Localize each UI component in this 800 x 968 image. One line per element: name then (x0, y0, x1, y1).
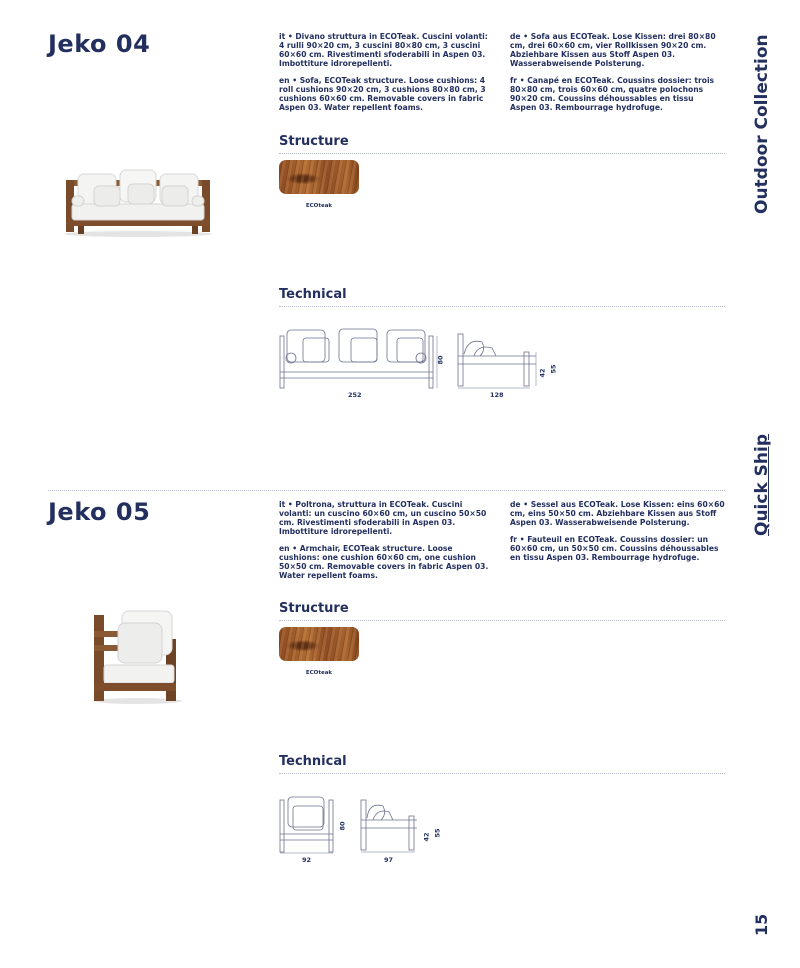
dimension-height: 80 (436, 355, 445, 365)
section-divider (48, 490, 725, 491)
structure-heading: Structure (279, 134, 349, 149)
description-column-left (279, 500, 489, 588)
ecoteak-swatch (279, 160, 359, 194)
divider (279, 153, 725, 154)
description-column-right (510, 500, 726, 570)
technical-heading: Technical (279, 754, 347, 769)
dimension-height: 80 (338, 821, 347, 831)
description-de: de • Sessel aus ECOTeak. Lose Kissen: eins 60×60 cm, eins 50×50 cm. Abziehbare Kissen aus Stoff Aspen 03. Wasserabweisende Polsterung. (510, 500, 725, 527)
dimension-back-height: 55 (433, 828, 442, 838)
description-fr: fr • Fauteuil en ECOTeak. Coussins dossier: un 60×60 cm, un 50×50 cm. Coussins déhoussables en tissu Aspen 03. Rembourrage hydrofuge. (510, 535, 719, 562)
dimension-width: 92 (302, 856, 312, 864)
dimension-depth: 128 (490, 391, 504, 399)
armchair-side-drawing (359, 796, 421, 854)
dimension-width: 252 (348, 391, 362, 399)
side-label-quick-ship: Quick Ship (752, 433, 772, 536)
sofa-side-drawing (456, 330, 540, 390)
armchair-front-drawing (279, 794, 339, 854)
sofa-front-drawing (279, 326, 439, 390)
dimension-back-height: 55 (549, 364, 558, 374)
divider (279, 306, 725, 307)
armchair-photo (88, 605, 184, 705)
technical-heading: Technical (279, 287, 347, 302)
ecoteak-swatch (279, 627, 359, 661)
description-fr: fr • Canapé en ECOTeak. Coussins dossier: trois 80×80 cm, trois 60×60 cm, quatre polochons 90×20 cm. Coussins déhoussables en tissu Aspen 03. Rembourrage hydrofuge. (510, 76, 715, 112)
description-en: en • Sofa, ECOTeak structure. Loose cushions: 4 roll cushions 90×20 cm, 3 cushions 80×80 cm, 3 cushions 60×60 cm. Removable covers in fabric Aspen 03. Water repellent foams. (279, 76, 486, 112)
swatch-label: ECOteak (305, 203, 333, 209)
description-de: de • Sofa aus ECOTeak. Lose Kissen: drei 80×80 cm, drei 60×60 cm, vier Rollkissen 90×20 cm. Abziehbare Kissen aus Stoff Aspen 03. Wasserabweisende Polsterung. (510, 32, 716, 68)
divider (279, 773, 725, 774)
sofa-photo (58, 160, 218, 238)
divider (279, 620, 725, 621)
product-title: Jeko 04 (48, 30, 151, 58)
description-it: it • Poltrona, struttura in ECOTeak. Cuscini volanti: un cuscino 60×60 cm, un cuscino 50×50 cm. Rivestimenti sfoderabili in Aspen 03. Imbottiture idrorepellenti. (279, 500, 487, 536)
structure-heading: Structure (279, 601, 349, 616)
dimension-seat-height: 42 (422, 832, 431, 842)
dimension-depth: 97 (384, 856, 394, 864)
dimension-seat-height: 42 (538, 368, 547, 378)
description-column-right (510, 32, 722, 120)
side-label-collection: Outdoor Collection (752, 34, 772, 214)
page-number: 15 (752, 913, 771, 936)
description-it: it • Divano struttura in ECOTeak. Cuscini volanti: 4 rulli 90×20 cm, 3 cuscini 80×80 cm, 3 cuscini 60×60 cm. Rivestimenti sfoderabili in Aspen 03. Imbottiture idrorepellenti. (279, 32, 488, 68)
description-en: en • Armchair, ECOTeak structure. Loose cushions: one cushion 60×60 cm, one cushion 50×50 cm. Removable covers in fabric Aspen 03. Water repellent foams. (279, 544, 489, 580)
swatch-label: ECOteak (305, 670, 333, 676)
product-title: Jeko 05 (48, 498, 151, 526)
description-column-left (279, 32, 489, 120)
